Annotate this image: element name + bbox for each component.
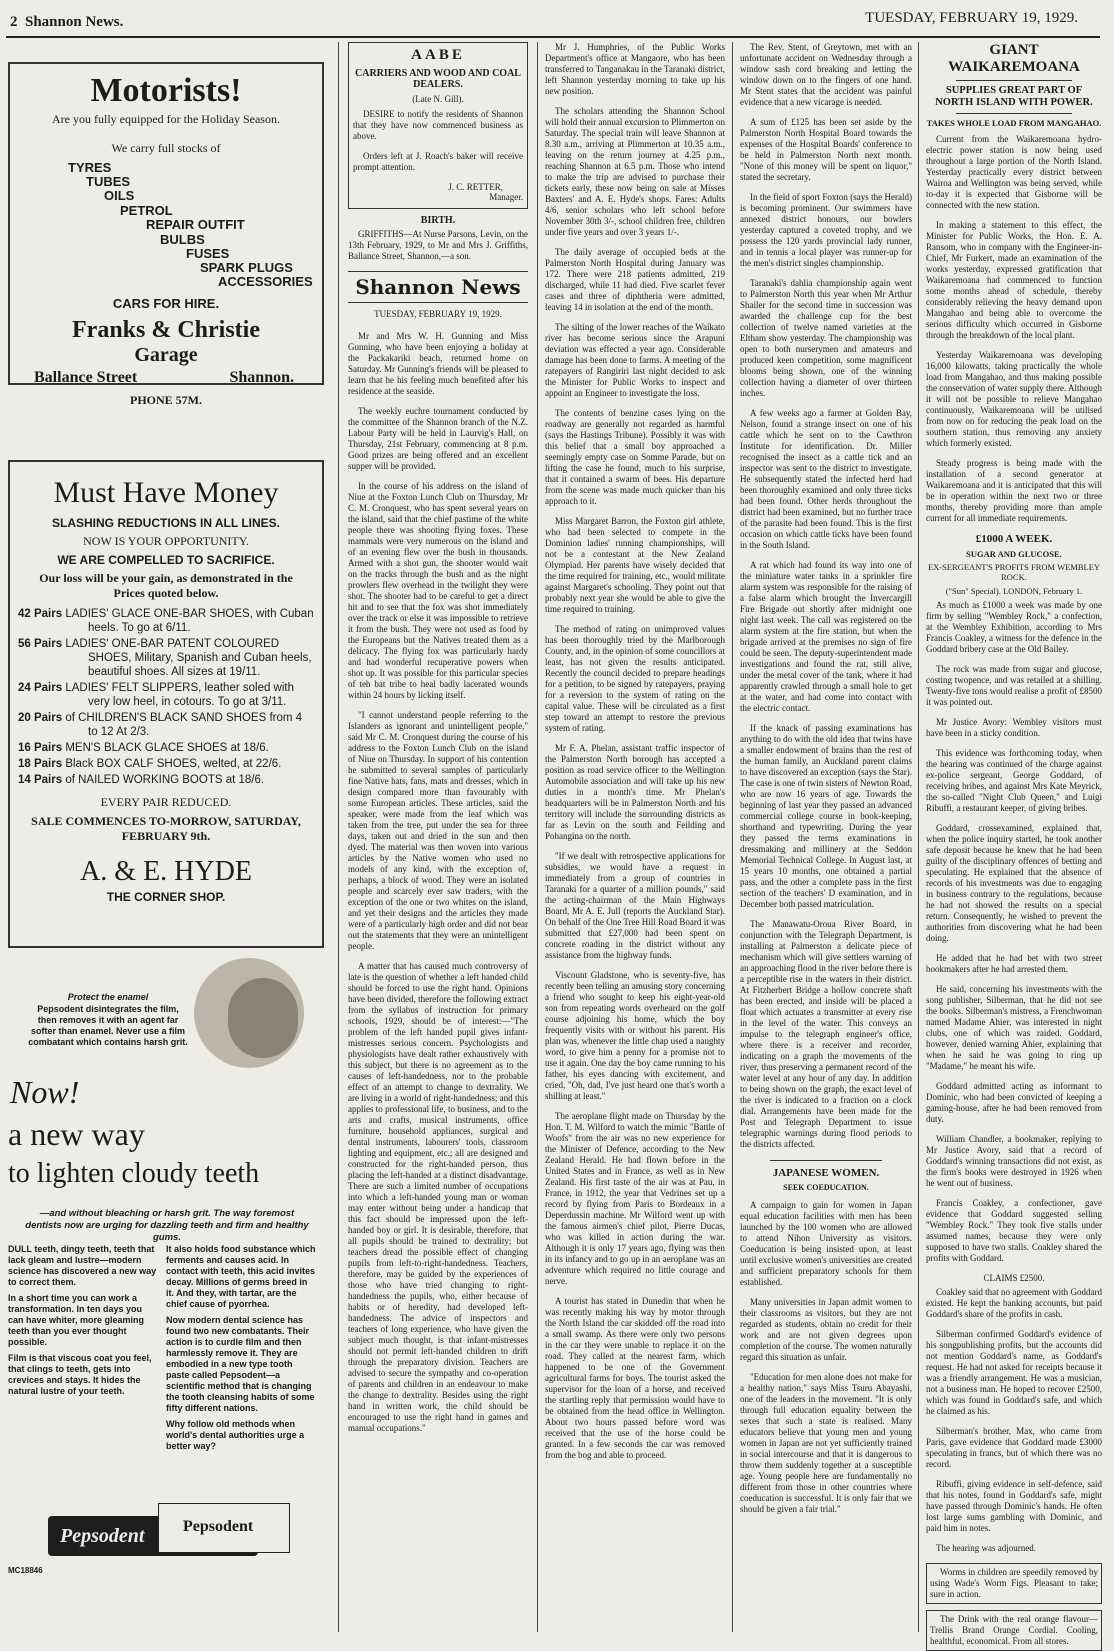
article-subhead: TAKES WHOLE LOAD FROM MANGAHAO. [926,118,1102,128]
description: of CHILDREN'S BLACK SAND SHOES from 4 to 12 At 2/3. [65,712,303,738]
article-subhead: EX-SERGEANT'S PROFITS FROM WEMBLEY ROCK. [927,562,1101,582]
page-number-and-name [10,14,123,31]
article-headline: GIANT WAIKAREMOANA [948,42,1080,75]
price-item [18,711,314,739]
ad-paragraph: Film is that viscous coat you feel, that clings to teeth, gets into crevices and stays. It hides the natural lustre of your teeth. [8,1353,152,1396]
price-item [18,637,314,679]
news-paragraph: The hearing was adjourned. [936,1543,1036,1553]
ad-line: EVERY PAIR REDUCED. [100,795,232,809]
news-paragraph: Goddard admitted acting as informant to Dominic, who had been convicted of keeping a gaming-house, after he had been removed from duty. [926,1081,1102,1124]
birth-heading: BIRTH. [420,215,456,226]
masthead-rule [6,36,1100,38]
item: TUBES [86,174,131,189]
quantity: 18 Pairs [18,758,63,770]
news-paragraph: Ribuffi, giving evidence in self-defence, said that his notes, found in Goddard's safe, might have passed through Dominic's hands. He often lost large sums gambling with Dominic, and paid him in notes. [926,1479,1102,1533]
item: TYRES [68,160,112,175]
ad-headline: a new way [8,1116,145,1152]
ad-paragraph: DESIRE to notify the residents of Shannon that they have now commenced business as above. [353,109,523,141]
column-divider [537,42,538,1632]
news-paragraph: Steady progress is being made with the installation of a second generator at Waikaremoana and it is anticipated that this will be in operation within the next two or three months, thereby providing more than ample current for all immediate requirements. [926,458,1102,523]
ad-title: Must Have Money [53,476,279,509]
news-paragraph: Coakley said that no agreement with Goddard existed. He kept the banking accounts, but paid Goddard's share of the profits in cash. [926,1287,1102,1319]
news-paragraph: He added that he had bet with two street bookmakers after he had arrested them. [926,953,1102,974]
item: PETROL [120,203,173,218]
article-subhead: SUPPLIES GREAT PART OF NORTH ISLAND WITH POWER. [935,85,1093,108]
description: MEN'S BLACK GLACE SHOES at 18/6. [65,742,269,754]
news-paragraph: In the course of his address on the island of Niue at the Foxton Lunch Club on Thursday, Mr C. M. Cronquest, who has spent several years on the island, said that the chief pastime of the white people there was shooting flying foxes. These mammals were very numerous on the island and of an evening flew over the bush in thousands. Armed with a shot gun, the shooter would wait on the tracks through the bush and as the night prowlers flew overhead in the twilight they were shot. The shooter had to be careful to get a direct hit and to see that the fox was shot immediately over the track or else it was impossible to retrieve it from the bush. They were not used as food by the Europeans but the Natives treated them as a delicacy. The flying fox was particularly hardy and had wonderful recuperative powers when shot up. It was possible for this particular species of teh bat tribe to heal badly lacerated wounds within 24 hours by licking itself. [348,481,528,700]
news-paragraph: As much as £1000 a week was made by one firm by selling "Wembley Rock," a confection, at the Wembley Exhibition, according to Mrs Francis Coakley, a witness for the defence in the Goddard bribery case at the Old Bailey. [926,600,1102,654]
divider [956,113,1072,114]
ad-body-right [166,1244,316,1452]
price-item [18,681,314,709]
news-paragraph: The method of rating on unimproved values has been thoroughly tried by the Marlborough County, and, in the opinion of some councillors at least, has not given the results anticipated. Recently the council decided to prepare headings for a petition, to be signed by ratepayers, praying for a reversion to the system of rating on the capital value. These will be circulated as a first step toward an attempt to restore the previous system of rating. [545,624,725,733]
ad-pepsodent [8,958,314,1636]
news-paragraph: The rock was made from sugar and glucose, costing twopence, and was retailed at a shilling. Twenty-five tons would realise a profit of £8500 it was pointed out. [926,664,1102,707]
ad-address [10,369,322,391]
news-paragraph: Mr Justice Avory: Wembley visitors must have been in a sticky condition. [926,717,1102,738]
product-box [158,1503,290,1553]
ad-text: Worms in children are speedily removed by using Wade's Worm Figs. Pleasant to take; sure in action. [930,1567,1098,1599]
news-paragraph: "Education for men alone does not make for a healthy nation," says Miss Tsuru Abayashi, one of the leaders in the movement. "It is only through full education equality between the sexes that such a state is realised. Many educators believe that young men and young women in Japan are not yet sufficiently trained in social intercourse and that it is dangerous to throw them suddenly together at a susceptible age. Young people here are fundamentally no different from those in other countries where coeducation is successful. It is only fair that we should be given a fair trial." [740,1372,912,1514]
ad-kicker: Protect the enamel [67,992,149,1002]
quantity: 14 Pairs [18,774,63,786]
column-5 [926,42,1102,1646]
masthead [0,0,1114,38]
news-paragraph: The Manawatu-Oroua River Board, in conjunction with the Telegraph Department, is installing at Palmerston a delicate piece of mechanism which will give settlers warning of an approaching flood in the river before there is a perceptible rise in the waters in their district. At Fitzherbert Bridge a hollow concrete shaft has been erected, and inside will be placed a float which actuates a transmitter at every rise in the level of the water. This conveys an impulse to the telegraph engineer's office, where there is a receiver and recorder, indicating on a graph the movements of the river, thus preserving a permanent record of the water level at any hour of any day. In addition to being shown on the graph, the exact level of the river is indicated to a fraction on a clock dial. Arrangements have been made for the Post and Telegraph Department to issue telegraphic warnings during flood periods to the districts affected. [740,919,912,1149]
news-paragraph: A campaign to gain for women in Japan equal education facilities with men has been launched by the 100 women who are allowed to attend Nihon University as visitors. Coeducation is being insisted upon, at least until exclusive women's universities are created and sufficient preparatory schools for them established. [740,1200,912,1287]
ad-line: SLASHING REDUCTIONS IN ALL LINES. [51,516,280,530]
divider [956,80,1072,81]
news-paragraph: The silting of the lower reaches of the Waikato river has become serious since the Arapuni deviation was effected a year ago. Considerable damage has been done to farms. A meeting of the ratepayers of Rangiriri last night decided to ask the Minister for Public Works to inspect and appoint an Engineer to investigate the loss. [545,322,725,398]
news-paragraph: The Rev. Stent, of Greytown, met with an unfortunate accident on Wednesday through a window sash cord breaking and letting the window down on to the fingers of one hand. Mr Stent states that the accident was painful evidence that a new vicarage is needed. [740,42,912,107]
news-paragraph: In making a statement to this effect, the Minister for Public Works, the Hon. E. A. Ransom, who in company with the Engineer-in-Chief, Mr Furkert, made an examination of the works yesterday, expressed gratification that Waikaremoana had commenced to function some months ahead of schedule, thereby considerably relieving the heavy demand upon Mangahao and being able to overcome the serious difficulty which occurred in Gisborne through the breakdown of the local plant. [926,220,1102,340]
price-item [18,607,314,635]
paper-name: Shannon News. [25,14,124,30]
column-divider [338,42,339,1632]
brand-on-tube: Pepsodent [60,1525,145,1547]
page-number: 2 [10,14,18,30]
ad-paragraph: DULL teeth, dingy teeth, teeth that lack gleam and lustre—modern science has discovered a new way to correct them. [8,1244,157,1287]
article-headline: JAPANESE WOMEN. [772,1167,880,1179]
ad-line: CARRIERS AND WOOD AND COAL DEALERS. [355,68,521,90]
item: BULBS [160,232,205,247]
article-headline: £1000 A WEEK. [975,533,1053,545]
ad-trellis-cordial [926,1610,1102,1651]
item: SPARK PLUGS [200,260,293,275]
column-4 [740,42,912,1632]
news-paragraph: Miss Margaret Barron, the Foxton girl athlete, who had been selected to compete in the Dominion ladies' running championships, will not be a contestant at the New Zealand Olympiad. Her parents have wisely decided that the time required for training, etc., would militate against Margaret's schooling. They point out that probably next year she would be able to give the time required to training. [545,516,725,614]
news-paragraph: Many universities in Japan admit women to their classrooms as visitors, but they are not regarded as students, obtain no credit for their work and are not given degrees upon completion of the course. The women naturally regard this situation as unfair. [740,1297,912,1362]
quantity: 42 Pairs [18,608,63,620]
ad-title: AABE [411,47,465,63]
price-item [18,741,314,755]
ad-shop: THE CORNER SHOP. [106,890,226,904]
article-subhead: SUGAR AND GLUCOSE. [966,549,1062,559]
news-paragraph: The contents of benzine cases lying on the roadway are generally not regarded as harmful (says the Hastings Tribune). Possibly it was with this belief that a small boy approached a seemingly empty case on Somme Parade, but on lifting the case he found, much to his surprise, that it contained a swarm of bees. His departure from the scene was made much quicker than his approach to it. [545,408,725,506]
item: REPAIR OUTFIT [146,217,245,232]
divider [770,1160,882,1161]
ad-line: WE ARE COMPELLED TO SACRIFICE. [57,553,275,567]
quantity: 56 Pairs [18,638,63,650]
news-paragraph: Mr J. Humphries, of the Public Works Department's office at Mangaore, who has been transferred to Tanganakau in the Taranaki district, left Shannon yesterday morning to take up his new position. [545,42,725,96]
price-item [18,773,314,787]
brand-on-box: Pepsodent [183,1518,254,1535]
ad-intro: We carry full stocks of [111,141,221,155]
price-list [18,607,314,787]
column-2 [348,42,528,1632]
news-paragraph: Yesterday Waikaremoana was developing 16,000 kilowatts, taking practically the whole load from Mangahao, and thus making possible the conservation of water supply there. Although it will not be possible to relieve Mangahao continuously, Waikaremoana will be utilised from now on for reducing the peak load on the southern station, thus removing any anxiety which formerly existed. [926,350,1102,448]
ad-headline: to lighten cloudy teeth [8,1158,260,1189]
description: of NAILED WORKING BOOTS at 18/6. [65,774,265,786]
news-paragraph: A tourist has stated in Dunedin that when he was recently making his way by motor through the North Island the car skidded off the road into a small swamp. As there were only two persons in the car they were unable to replace it on the road. They called at the nearest farm, which happened to be one of the Government agricultural farms for boys. The tourist asked the supervisor for the loan of a horse, and received the startling reply that permission would have to be obtained from the head office in Wellington. About two hours passed before word was received that the use of the horse could be granted. In a few seconds the car was removed from the bog and able to proceed. [545,1296,725,1460]
news-paragraph: Francis Coakley, a confectioner, gave evidence that Goddard suggested selling "Wembley Rock." They took five stalls under assumed names, because they were only supposed to have two stalls. Coakley shared the profits with Goddard. [926,1198,1102,1263]
masthead-date: TUESDAY, FEBRUARY 19, 1929. [865,10,1078,26]
price-item [18,757,314,771]
ad-motorists [8,62,324,407]
ad-line: NOW IS YOUR OPPORTUNITY. [83,534,249,548]
paper-date: TUESDAY, FEBRUARY 19, 1929. [374,309,502,319]
ad-body-left [8,1244,158,1402]
ad-street: Ballance Street [34,369,138,386]
column-3 [545,42,725,1632]
news-paragraph: A few weeks ago a farmer at Golden Bay, Nelson, found a strange insect on one of his cattle which he sent on to the Cawthron Institute for identification. Dr. Miller recognised the insect as a cattle tick and an inspector was sent to the district to investigate. He subsequently stated the infected herd had been thoroughly examined and only three ticks had been found. Other herds throughout the district had been examined, but no further trace of the parasite had been found. This is the first occasion on which cattle ticks have been found in the South Island. [740,408,912,550]
ad-cars-for-hire: CARS FOR HIRE. [112,296,220,311]
paper-title: Shannon News [348,271,528,303]
news-paragraph: If the knack of passing examinations has anything to do with the old idea that twins have a smaller endowment of brains than the rest of the human family, an Auckland parent claims to have discovered an exception (says the Star). The case is one of twin sisters of Newton Road, who are now 16 years of age. Towards the beginning of last year they passed an advanced commercial college course in book-keeping, shorthand and typewriting. During the year they passed the terms examinations in dressmaking and millinery at the Seddon Memorial Technical College. In August last, at 15 years 10 months, one obtained a partial pass, and the other a complete pass in the first section of the teachers' D examination, and in December both passed matriculation. [740,723,912,909]
ad-line: Our loss will be your gain, as demonstrated in the Prices quoted below. [39,571,293,600]
ad-abbe [348,42,528,209]
item: FUSES [186,246,230,261]
news-paragraph: "I cannot understand people referring to the Islanders as ignorant and unintelligent people," said Mr C. M. Cronquest during the course of his address to the Foxton Lunch Club on the island of Niue on Thursday. In support of his contention he submitted to several samples of particularly fine Native hats, fans, mats and dresses, which in design compared more than favourably with some European articles. These articles, said the speaker, were made from the leaf which was taken from the tree, put under the sea for three days, taken out and dried in the sun and then dyed. The material was then woven into various articles by the Native women who used no models of any kind, with the exception of, perhaps, a block of wood. They were an isolated people and scarcely ever saw traders, with the exception of the one or two whites on the island, and yet their designs and the articles they made were of a particularly high order and did not bear out the statements that they were an unintelligent people. [348,710,528,951]
ad-text: The Drink with the real orange flavour—Trellis Brand Orange Cordial. Cooling, healthful, economical. From all stores. [930,1614,1098,1646]
ad-kicker-text: Pepsodent disintegrates the film, then removes it with an agent far softer than enamel. Never use a film combatant which contains harsh grit. [28,1004,188,1047]
birth-notice: GRIFFITHS—At Nurse Parsons, Levin, on the 13th February, 1929, to Mr and Mrs J. Griffiths, Ballance Street, Shannon,—a son. [348,229,528,261]
news-paragraph: This evidence was forthcoming today, when the hearing was continued of the charge against ex-police sergeant, George Goddard, of receiving bribes, and against Mrs Kate Meyrick, the so-called "Night Club Queen," and Luigi Ribuffi, a restaurant keeper, of giving bribes. [926,748,1102,813]
news-paragraph: Goddard, crossexamined, explained that, when the police inquiry started, he took another safe deposit because he knew that he had been guilty of the disciplinary offences of betting and speculating. He explained that the absence of records of his investments was due to engaging in business contrary to the regulations, because he had not showed the results on a special return. Consequently, he wished to prevent the authorities from discovering what he had been doing. [926,823,1102,943]
news-paragraph: The weekly euchre tournament conducted by the committee of the Shannon branch of the N.Z. Labour Party will be held in Laurvig's Hall, on Thursday, 21st February, commencing at 8 p.m. Good prizes are being offered and an excellent supper will be provided. [348,406,528,471]
ad-paragraph: Orders left at J. Roach's baker will receive prompt attention. [353,151,523,172]
ad-firm: Franks & Christie [72,317,260,343]
ad-item-list [10,160,322,288]
item: OILS [104,188,135,203]
news-paragraph: The scholars attending the Shannon School will hold their annual excursion to Plimmerton on Saturday. The special train will leave Shannon at 8.30 a.m., arriving at Plimmerton at 10.35 a.m., leaving on the return journey at 4.25 p.m., reaching Shannon at 6.5 p.m. Those who intend to make the trip are advised to purchase their tickets early, these now being on sale at Misses Baxters' and A. E. Hyde's shops. Fares: Adults 4/6, senior scholars who left school before November 30th 3/-, school children free, children under five years and over 3 years 1/-. [545,106,725,237]
ad-now: Now! [10,1074,80,1110]
column-divider [732,42,733,1632]
ad-hyde [8,460,324,948]
ad-code: MC18846 [8,1566,43,1575]
ad-town: Shannon. [229,369,294,386]
ad-worm-figs [926,1563,1102,1604]
description: Black BOX CALF SHOES, welted, at 22/6. [65,758,282,770]
news-paragraph: William Chandler, a bookmaker, replying to Mr Justice Avory, said that a record of Goddard's winning transactions did not exist, as the firm's books were destroyed in 1926 when he went out of business. [926,1134,1102,1188]
ad-paragraph: Why follow old methods when world's dental authorities urge a better way? [166,1419,305,1451]
news-paragraph: Silberman's brother, Max, who came from Paris, gave evidence that Goddard made £3000 speculating in francs, but of which there was no record. [926,1426,1102,1469]
news-paragraph: Silberman confirmed Goddard's evidence of his songpublishing profits, but the accounts did not mention Goddard's name, as Goddard's request. He had not asked for receipts because it was a friendly arrangement. He was a musician, not a business man. He hoped to recover £2500, which was found in Goddard's safe, and which he claimed as his. [926,1329,1102,1416]
news-paragraph: A sum of £125 has been set aside by the Palmerston North Hospital Board towards the expenses of the Hospital Boards' conference to be held in Palmerston North next month. "None of this money will be spent on liquor," stated the secretary. [740,117,912,182]
news-paragraph: Taranaki's dahlia championship again went to Palmerston North this year when Mr Arthur Shailer for the second time in succession was awarded the challenge cup for the best collection of twelve named varieties at the Eltham show yesterday. The championship was open to both nurserymen and amateurs and produced keen competition, some magnificent blooms being shown, one of the winning collection having a diameter of over thirteen inches. [740,278,912,398]
column-divider [918,42,919,1632]
ad-paragraph: Now modern dental science has found two new combatants. Their action is to curdle film and then harmlessly remove it. They are embodied in a new type tooth paste called Pepsodent—a scientific method that is changing the tooth cleansing habits of some fifty different nations. [166,1315,315,1413]
quantity: 20 Pairs [18,712,63,724]
ad-phone: PHONE 57M. [130,393,202,407]
ad-subtitle: Are you fully equipped for the Holiday Season. [52,112,280,126]
news-paragraph: He said, concerning his investments with the song publisher, Silberman, that he did not see the books. Silberman's mistress, a Frenchwoman named Madame Ahier, was interested in night clubs, one of which was raided. Goddard, however, denied warning Ahier, explaining that when he said he was going to ring up "Madame," he meant his wife. [926,984,1102,1071]
item: ACCESSORIES [218,274,313,289]
description: LADIES' GLACE ONE-BAR SHOES, with Cuban heels. To go at 6/11. [65,608,314,634]
ad-line: SALE COMMENCES TO-MORROW, SATURDAY, FEBRUARY 9th. [31,814,301,843]
news-paragraph: Current from the Waikaremoana hydro-electric power station is now being used throughout a large portion of the North Island. Yesterday practically every district between Wairoa and Wellington was being served, while to-day it is expected that Gisborne will be connected with the new station. [926,134,1102,210]
ad-paragraph: In a short time you can work a transformation. In ten days you can have whiter, more gleaming teeth than you ever thought possible. [8,1293,145,1347]
news-paragraph: Mr F. A. Phelan, assistant traffic inspector of the Palmerston North borough has accepted a position as road service officer to the Wellington Automobile association and will take up his new duties in a month's time. Mr Phelan's headquarters will be in Palmerston North and his territory will include the surrounding districts as far as Levin on the south and Feilding and Pohangina on the north. [545,743,725,841]
news-paragraph: Viscount Gladstone, who is seventy-five, has recently been telling an amusing story concerning a friend who sought to keep his eight-year-old son from repeating words overheard on the golf course adjoining his home, which the boy frequently visits with or without his parent. His plan was, whenever the little chap used a naughty word, to give him a penny for a promise not to use it again. One day the boy came running to his father, his eyes dancing with excitement, and cried, "Oh, dad, I've just heard one that's worth a shilling at least." [545,970,725,1101]
article-subhead: CLAIMS £2500. [983,1273,1045,1283]
quantity: 16 Pairs [18,742,63,754]
news-paragraph: The aeroplane flight made on Thursday by the Hon. T. M. Wilford to watch the mimic "Battle of Woofs" from the air was no new experience for the Minister of Defence, according to the New Zealand Herald. He had flown before in the United States and in France, as well as in New Zealand. His first taste of the air was at Pau, in France, in 1912, the year that Vedrines set up a record by flying from Paris to Bordeaux in a Deperdussin machine. Mr Wilford went up with the famous airmen's chief pilot, Pierre Ducas, who was killed in action during the war. Although it is only 17 years ago, flying was then in its infancy and to go up in an aeroplane was an adventure which required no little courage and nerve. [545,1111,725,1286]
news-paragraph: A matter that has caused much controversy of late is the question of whether a left handed child should be forced to use the right hand. Opinions have been divided, therefore the following extract from the syllabus of instruction for primary schools, 1929, should be of interest:—"The problem of the left handed pupil gives infant-mistresses serious concern. Psychologists and physiologists have dealt rather exhaustively with this subject, but there is no agreement as to the causes of left-handedness, nor to the probable effect of an attempt to change to dextrality. We are living in a world of right-handedness; and this applies to professional life, to business, and to the arts and crafts, musical instruments, office furniture, household appliances, surgical and dental instruments, labourers' tools, classroom lighting and equipment, etc.; all are designed and constructed for the right-handed person, thus placing the left-handed at a distinct disadvantage. There are such a limited number of occupations into which a left-handed young man or woman may enter without being under a handicap that this fact should be impressed upon the left-handed boy or girl. It is desirable, therefore, that all pupils should be trained to dextrality; but teachers dread the possible effect of changing pupils from left-to-right-handedness. Teachers, therefore, may be guided by the experiences of those who have tried changing to right-handedness the pupils, who, either because of habits or of heredity, had developed left-handedness. The advice of inspectors and teachers of long experience, who have given the subject much thought, is that infant-mistresses should not permit left-handed children to drift through the preparatory division. Teachers are advised to secure the sympathy and co-operation of parents and children in an endeavour to make the change to dextrality. Besides using the right hand in written work, the child should be encouraged to use the right hand in games and manual occupations." [348,961,528,1433]
ad-title: Motorists! [90,72,242,109]
ad-paragraph: It also holds food substance which ferments and causes acid. In contact with teeth, this acid invites decay. Millions of germs breed in it. And they, with tartar, are the chief cause of pyorrhea. [166,1244,316,1309]
ad-subhead: —and without bleaching or harsh grit. The way foremost dentists now are urging for dazzling teeth and firm and healthy gums. [25,1208,309,1243]
news-paragraph: In the field of sport Foxton (says the Herald) is becoming prominent. Our swimmers have annexed district honours, our bowlers yesterday captured a coveted trophy, and we possess the 120 yards provincial lady runner, and in tennis a local player was runner-up for the men's district singles championship. [740,192,912,268]
description: LADIES' ONE-BAR PATENT COLOURED SHOES, Military, Spanish and Cuban heels, beautiful shoes. All sizes at 19/11. [65,638,312,678]
ad-line: (Late N. Gill). [412,94,464,104]
news-paragraph: A rat which had found its way into one of the miniature water tanks in a sprinkler fire alarm system was responsible for the raising of a false alarm which brought the Invercargill Fire Brigade out shortly after midnight one night last week. The call was registered on the alarm system at the fire station, but when the brigade arrived at the premises no sign of fire could be seen. The deputy-superintendent made investigations and found the rat, still alive, under the metal cover of the tank, where it had apparently crawled through a small hole to get at the water, and had come into contact with the electric contact. [740,560,912,713]
ad-firm: A. & E. HYDE [80,856,252,887]
illustration-figure [228,978,298,1058]
news-paragraph: "If we dealt with retrospective applications for subsidies, we would have a request in immediately from a group of countries in Taranaki for a quarter of a million pounds," said the acting-chairman of the Main Highways Board, Mr A. E. Jull (reports the Auckland Star). On behalf of the One Tree Hill Road Board it was submitted that £27,000 had been spent on concrete roading in the district without any assistance from the highway funds. [545,851,725,960]
news-paragraph: The daily average of occupied beds at the Palmerston North Hospital during January was 172. There were 218 patients admitted, 219 discharged, while 11 had died. Five scarlet fever cases and three of diphtheria were admitted, leaving 14 in isolation at the end of the month. [545,247,725,312]
quantity: 24 Pairs [18,682,63,694]
article-subhead: SEEK COEDUCATION. [783,1183,869,1192]
ad-signature: J. C. RETTER, [448,182,503,192]
ad-role: Manager. [489,192,523,202]
dateline: ("Sun" Special). LONDON, February 1. [945,586,1083,596]
description: LADIES' FELT SLIPPERS, leather soled with very low heel, in cotours. To go at 3/11. [65,682,295,708]
ad-garage: Garage [134,344,198,366]
news-paragraph: Mr and Mrs W. H. Gunning and Miss Gunning, who have been enjoying a holiday at the Packakariki beach, returned home on Saturday. Mr Gunning's friends will be pleased to learn that he his feeling much benefited after his residence at the seaside. [348,331,528,396]
